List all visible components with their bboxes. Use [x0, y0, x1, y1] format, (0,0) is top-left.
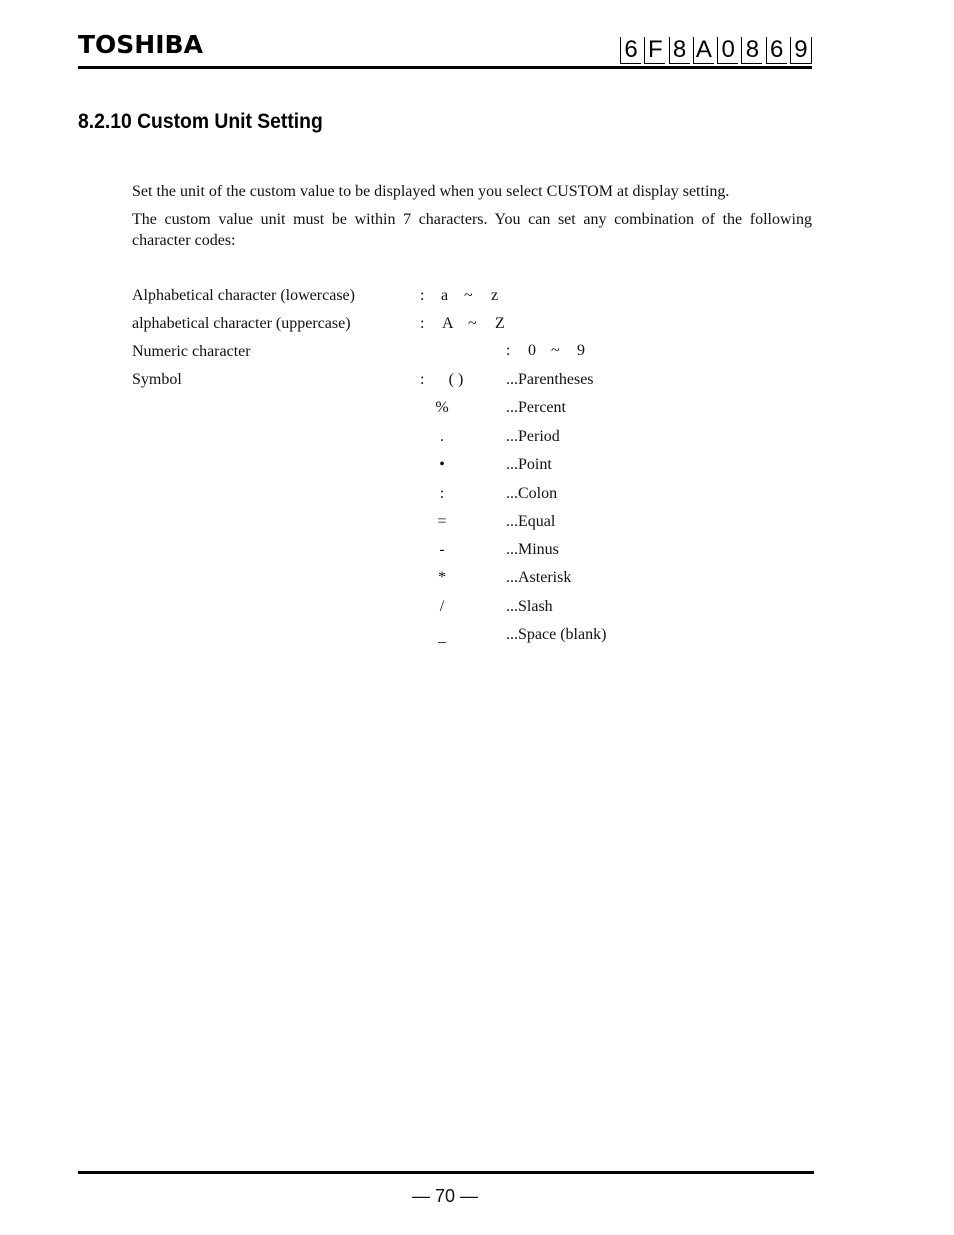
limit-paragraph-line1: The custom value unit must be within 7 characters. You can set any combination of the following: [132, 211, 812, 228]
symbol-desc-point: ...Point: [506, 456, 552, 473]
footer-divider: [78, 1171, 814, 1174]
symbol-glyph-asterisk: *: [438, 569, 446, 586]
doc-number-char: 6: [620, 37, 641, 64]
symbol-colon: :: [420, 371, 425, 388]
limit-paragraph: [132, 209, 812, 251]
doc-number-char: 9: [790, 37, 812, 64]
doc-number-char: 8: [669, 37, 690, 64]
symbol-label: Symbol: [132, 371, 182, 388]
symbol-desc-minus: ...Minus: [506, 541, 559, 558]
symbol-glyph-colon: :: [439, 485, 445, 502]
uppercase-colon: :: [420, 315, 425, 332]
intro-paragraph: Set the unit of the custom value to be displayed when you select CUSTOM at display setting.: [132, 183, 730, 200]
numeric-from: 0: [528, 342, 536, 359]
symbol-glyph-period: .: [440, 428, 444, 445]
uppercase-to: Z: [495, 315, 505, 332]
doc-number-char: A: [693, 37, 714, 64]
symbol-desc-period: ...Period: [506, 428, 560, 445]
header-divider: [78, 66, 812, 69]
numeric-to: 9: [577, 342, 585, 359]
lowercase-from: a: [441, 287, 449, 304]
symbol-desc-colon: ...Colon: [506, 485, 558, 502]
doc-number-char: 0: [717, 37, 738, 64]
uppercase-label: alphabetical character (uppercase): [132, 315, 351, 332]
symbol-glyph-point: •: [439, 456, 445, 473]
symbol-glyph-equal: =: [437, 513, 447, 530]
lowercase-label: Alphabetical character (lowercase): [132, 287, 355, 304]
symbol-glyph-slash: /: [439, 598, 445, 615]
lowercase-to: z: [491, 287, 499, 304]
symbol-desc-space: ...Space (blank): [506, 626, 607, 643]
uppercase-from: A: [442, 315, 454, 332]
symbol-glyph-space: _: [438, 628, 446, 645]
symbol-desc-slash: ...Slash: [506, 598, 553, 615]
symbol-glyph-minus: -: [439, 541, 445, 558]
numeric-colon: :: [506, 342, 511, 359]
doc-number-char: F: [644, 37, 665, 64]
symbol-glyph-parentheses: ( ): [448, 371, 464, 388]
document-number: [620, 34, 812, 64]
limit-paragraph-line2: character codes:: [132, 232, 236, 249]
uppercase-tilde: ~: [468, 315, 477, 332]
symbol-desc-asterisk: ...Asterisk: [506, 569, 572, 586]
lowercase-colon: :: [420, 287, 425, 304]
doc-number-char: 6: [766, 37, 787, 64]
symbol-desc-equal: ...Equal: [506, 513, 556, 530]
symbol-desc-parentheses: ...Parentheses: [506, 371, 594, 388]
section-title: 8.2.10 Custom Unit Setting: [78, 110, 323, 133]
doc-number-char: 8: [741, 37, 762, 64]
symbol-glyph-percent: %: [435, 399, 449, 416]
symbol-desc-percent: ...Percent: [506, 399, 566, 416]
page-number: — 70 —: [411, 1186, 479, 1206]
toshiba-logo: TOSHIBA: [78, 30, 203, 59]
lowercase-tilde: ~: [464, 287, 473, 304]
numeric-label: Numeric character: [132, 343, 251, 360]
numeric-tilde: ~: [551, 342, 560, 359]
